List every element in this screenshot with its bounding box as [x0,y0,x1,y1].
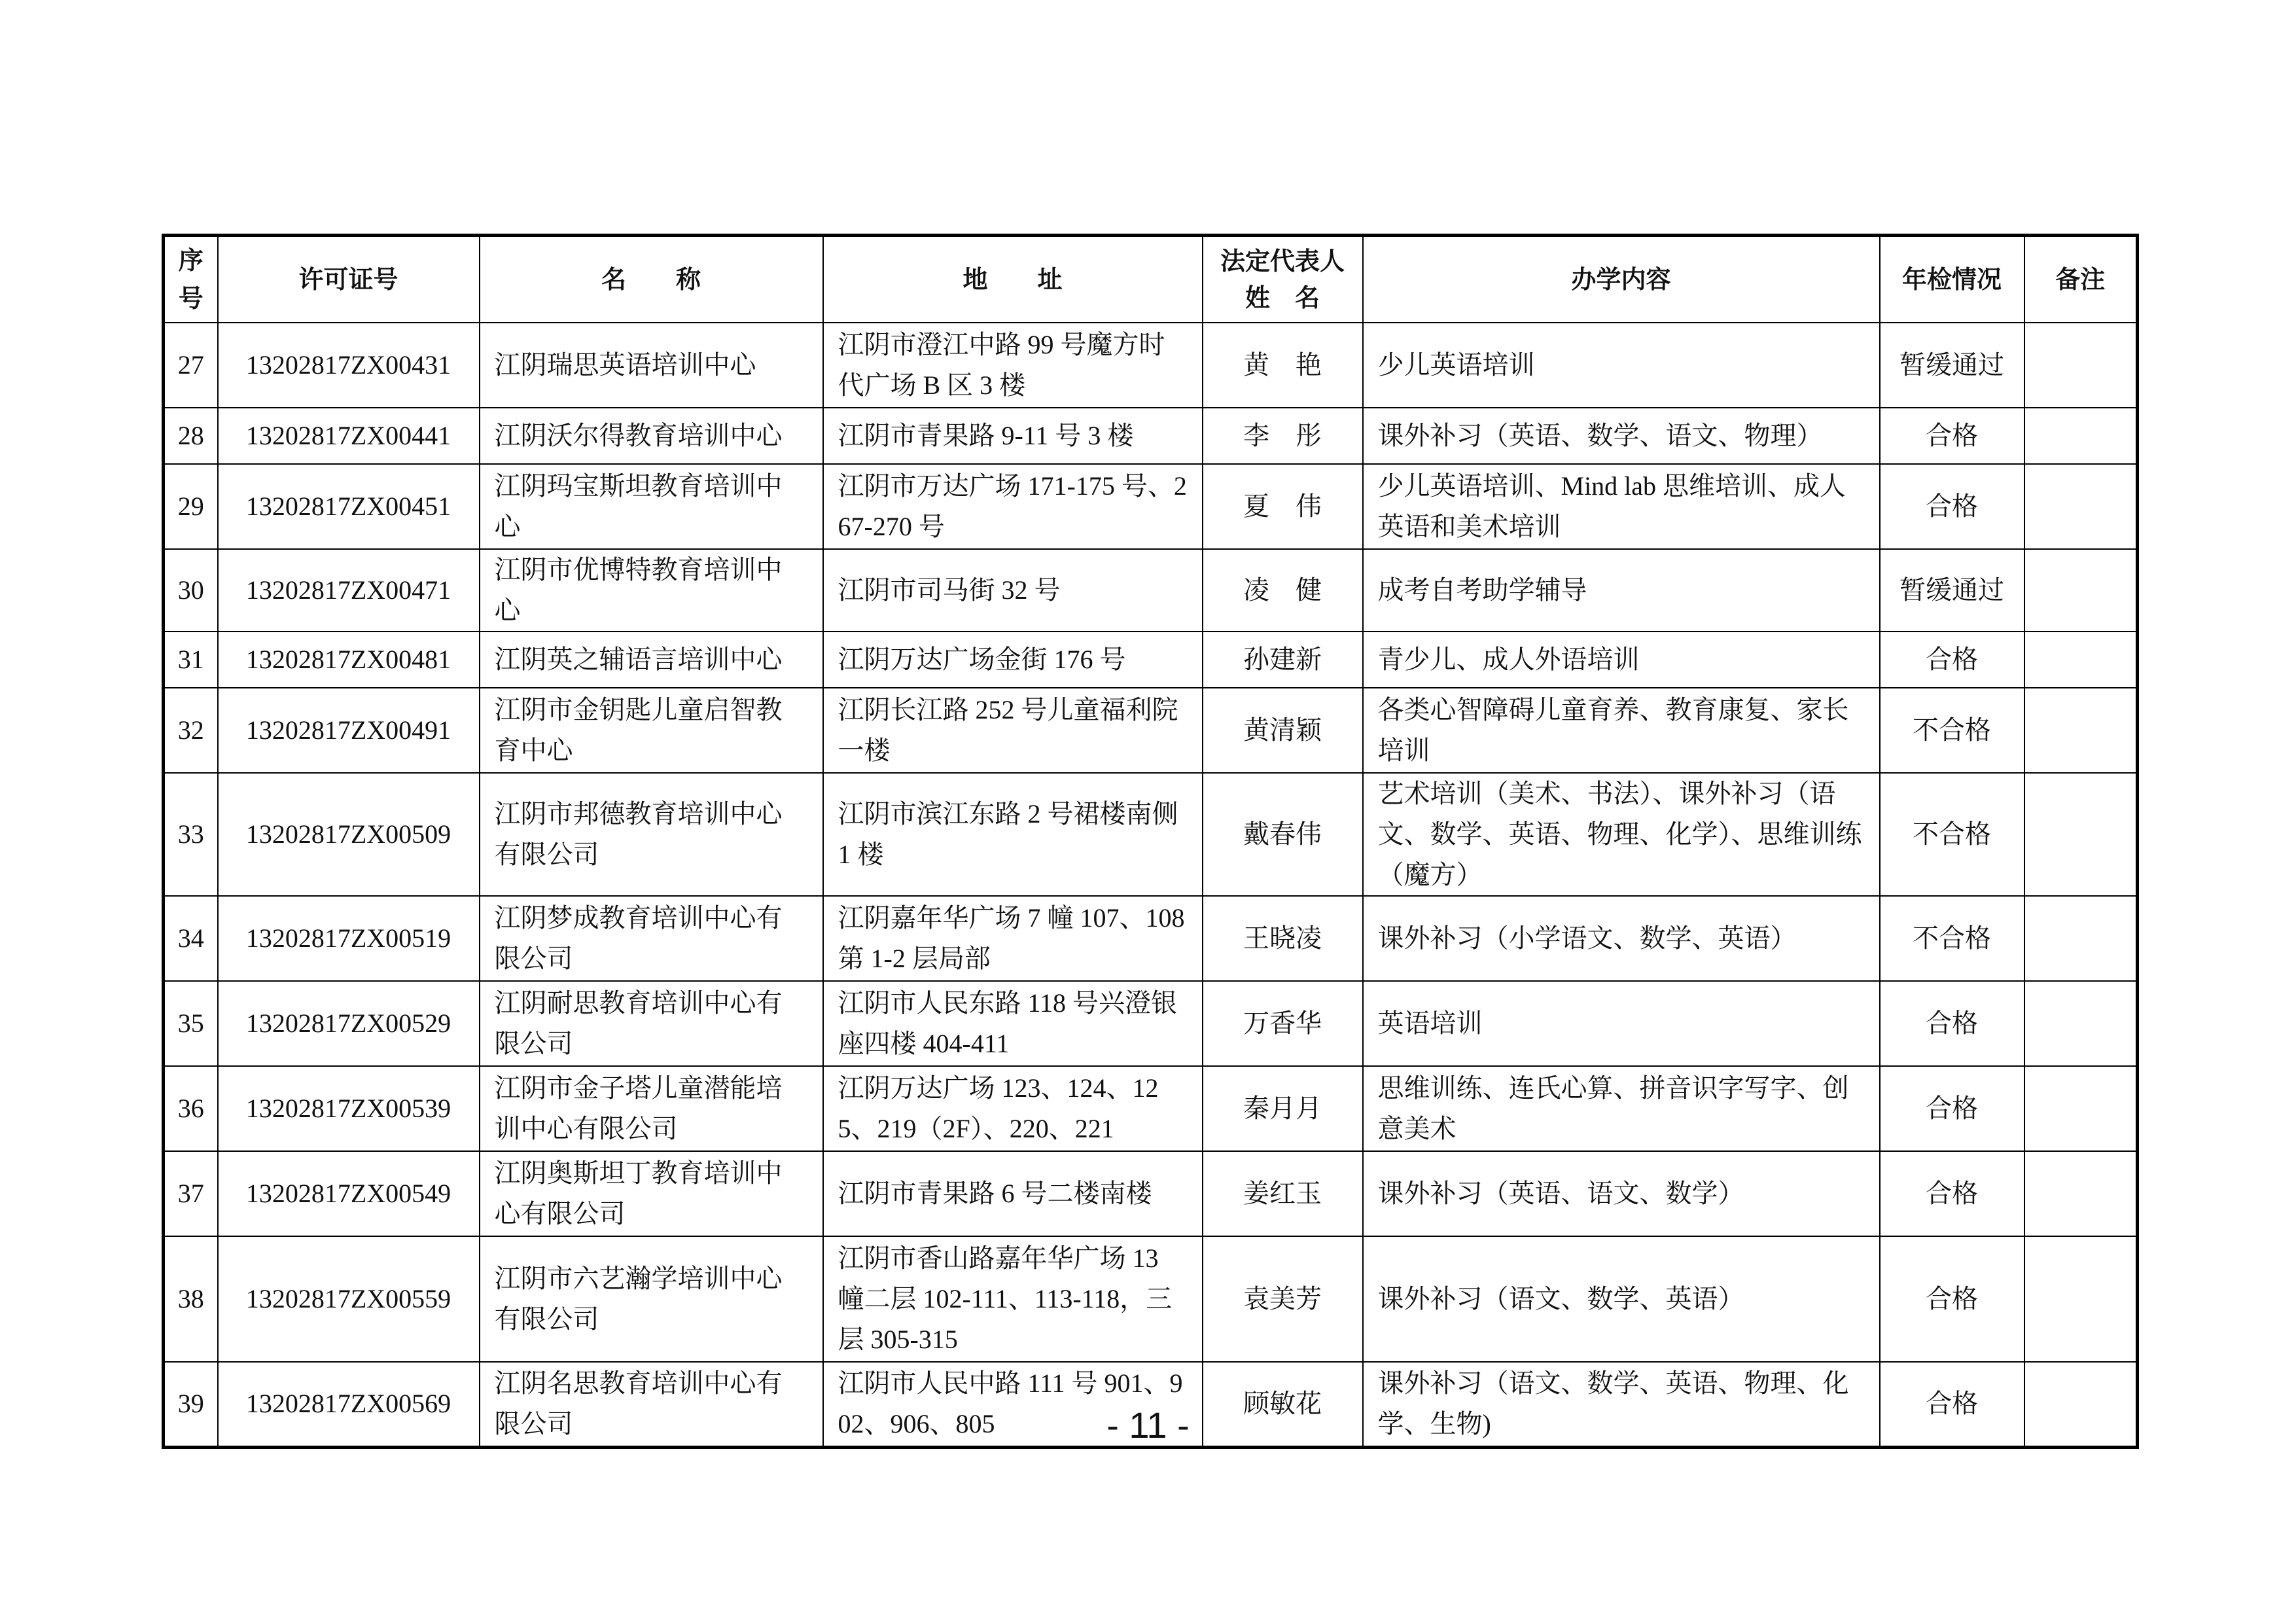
header-license: 许可证号 [218,236,480,323]
cell-seq: 30 [164,549,218,632]
cell-content: 英语培训 [1363,981,1880,1066]
cell-address: 江阴嘉年华广场 7 幢 107、108 第 1-2 层局部 [823,896,1203,981]
table-row [164,549,2138,632]
cell-content: 各类心智障碍儿童育养、教育康复、家长培训 [1363,688,1880,773]
cell-status: 暂缓通过 [1880,323,2024,408]
cell-status: 合格 [1880,632,2024,688]
cell-address: 江阴市青果路 6 号二楼南楼 [823,1151,1203,1236]
cell-name: 江阴梦成教育培训中心有限公司 [480,896,823,981]
table-row [164,896,2138,981]
cell-license: 13202817ZX00529 [218,981,480,1066]
cell-content: 艺术培训（美术、书法）、课外补习（语文、数学、英语、物理、化学）、思维训练（魔方） [1363,773,1880,896]
cell-status: 合格 [1880,1362,2024,1447]
cell-representative: 万香华 [1203,981,1363,1066]
cell-license: 13202817ZX00431 [218,323,480,408]
cell-status: 合格 [1880,464,2024,549]
cell-status: 合格 [1880,1066,2024,1151]
cell-remark [2024,1066,2138,1151]
cell-name: 江阴名思教育培训中心有限公司 [480,1362,823,1447]
cell-license: 13202817ZX00549 [218,1151,480,1236]
cell-remark [2024,632,2138,688]
cell-representative: 秦月月 [1203,1066,1363,1151]
cell-status: 不合格 [1880,773,2024,896]
school-license-table [162,234,2139,1449]
cell-license: 13202817ZX00491 [218,688,480,773]
cell-seq: 33 [164,773,218,896]
cell-name: 江阴市六艺瀚学培训中心有限公司 [480,1236,823,1362]
cell-seq: 31 [164,632,218,688]
cell-address: 江阴市万达广场 171-175 号、267-270 号 [823,464,1203,549]
cell-address: 江阴万达广场 123、124、125、219（2F）、220、221 [823,1066,1203,1151]
cell-remark [2024,688,2138,773]
cell-address: 江阴长江路 252 号儿童福利院一楼 [823,688,1203,773]
cell-address: 江阴市人民中路 111 号 901、902、906、805 [823,1362,1203,1447]
cell-license: 13202817ZX00539 [218,1066,480,1151]
cell-license: 13202817ZX00519 [218,896,480,981]
cell-representative: 顾敏花 [1203,1362,1363,1447]
cell-content: 思维训练、连氏心算、拼音识字写字、创意美术 [1363,1066,1880,1151]
header-seq [164,236,218,323]
cell-content: 课外补习（英语、语文、数学） [1363,1151,1880,1236]
table-row [164,981,2138,1066]
cell-content: 课外补习（语文、数学、英语） [1363,1236,1880,1362]
cell-seq: 28 [164,408,218,464]
cell-remark [2024,773,2138,896]
header-address: 地 址 [823,236,1203,323]
cell-representative: 王晓凌 [1203,896,1363,981]
table-row [164,464,2138,549]
cell-name: 江阴市金钥匙儿童启智教育中心 [480,688,823,773]
header-remark: 备注 [2024,236,2138,323]
cell-address: 江阴市澄江中路 99 号魔方时代广场 B 区 3 楼 [823,323,1203,408]
cell-representative: 黄 艳 [1203,323,1363,408]
header-representative-line1: 法定代表人 [1220,247,1345,276]
cell-remark [2024,896,2138,981]
cell-seq: 39 [164,1362,218,1447]
cell-name: 江阴市金子塔儿童潜能培训中心有限公司 [480,1066,823,1151]
cell-address: 江阴市滨江东路 2 号裙楼南侧 1 楼 [823,773,1203,896]
cell-seq: 34 [164,896,218,981]
cell-license: 13202817ZX00471 [218,549,480,632]
table-row [164,1151,2138,1236]
cell-license: 13202817ZX00481 [218,632,480,688]
cell-status: 合格 [1880,981,2024,1066]
cell-seq: 27 [164,323,218,408]
table-row [164,408,2138,464]
cell-remark [2024,1151,2138,1236]
cell-content: 成考自考助学辅导 [1363,549,1880,632]
cell-name: 江阴英之辅语言培训中心 [480,632,823,688]
cell-seq: 29 [164,464,218,549]
table-row [164,323,2138,408]
header-seq-text: 序号 [178,246,203,313]
table-row [164,688,2138,773]
cell-representative: 夏 伟 [1203,464,1363,549]
cell-content: 青少儿、成人外语培训 [1363,632,1880,688]
table-header-row [164,236,2138,323]
header-representative [1203,236,1363,323]
table-row [164,632,2138,688]
cell-representative: 姜红玉 [1203,1151,1363,1236]
cell-address: 江阴市香山路嘉年华广场 13 幢二层 102-111、113-118，三层 305-315 [823,1236,1203,1362]
cell-seq: 38 [164,1236,218,1362]
cell-seq: 37 [164,1151,218,1236]
cell-seq: 32 [164,688,218,773]
cell-license: 13202817ZX00559 [218,1236,480,1362]
table-row [164,1236,2138,1362]
cell-content: 少儿英语培训、Mind lab 思维培训、成人英语和美术培训 [1363,464,1880,549]
cell-license: 13202817ZX00509 [218,773,480,896]
table-row [164,1066,2138,1151]
cell-content: 少儿英语培训 [1363,323,1880,408]
cell-address: 江阴市司马街 32 号 [823,549,1203,632]
cell-name: 江阴奥斯坦丁教育培训中心有限公司 [480,1151,823,1236]
cell-representative: 李 彤 [1203,408,1363,464]
cell-address: 江阴市青果路 9-11 号 3 楼 [823,408,1203,464]
cell-remark [2024,549,2138,632]
header-name: 名 称 [480,236,823,323]
cell-name: 江阴市邦德教育培训中心有限公司 [480,773,823,896]
cell-representative: 袁美芳 [1203,1236,1363,1362]
cell-remark [2024,323,2138,408]
header-representative-line2: 姓 名 [1245,283,1320,312]
table-row [164,773,2138,896]
header-inspection: 年检情况 [1880,236,2024,323]
cell-address: 江阴万达广场金街 176 号 [823,632,1203,688]
cell-name: 江阴市优博特教育培训中心 [480,549,823,632]
cell-representative: 黄清颖 [1203,688,1363,773]
cell-remark [2024,1236,2138,1362]
cell-seq: 36 [164,1066,218,1151]
cell-status: 合格 [1880,1151,2024,1236]
cell-status: 合格 [1880,1236,2024,1362]
header-content: 办学内容 [1363,236,1880,323]
cell-content: 课外补习（英语、数学、语文、物理） [1363,408,1880,464]
cell-remark [2024,408,2138,464]
cell-representative: 凌 健 [1203,549,1363,632]
cell-license: 13202817ZX00441 [218,408,480,464]
cell-representative: 孙建新 [1203,632,1363,688]
cell-status: 不合格 [1880,688,2024,773]
cell-seq: 35 [164,981,218,1066]
cell-remark [2024,464,2138,549]
cell-license: 13202817ZX00451 [218,464,480,549]
cell-status: 不合格 [1880,896,2024,981]
cell-name: 江阴玛宝斯坦教育培训中心 [480,464,823,549]
cell-status: 暂缓通过 [1880,549,2024,632]
cell-name: 江阴耐思教育培训中心有限公司 [480,981,823,1066]
cell-name: 江阴沃尔得教育培训中心 [480,408,823,464]
cell-content: 课外补习（语文、数学、英语、物理、化学、生物) [1363,1362,1880,1447]
cell-name: 江阴瑞思英语培训中心 [480,323,823,408]
cell-content: 课外补习（小学语文、数学、英语） [1363,896,1880,981]
cell-status: 合格 [1880,408,2024,464]
page-number: - 11 - [1106,1404,1190,1446]
cell-remark [2024,981,2138,1066]
cell-address: 江阴市人民东路 118 号兴澄银座四楼 404-411 [823,981,1203,1066]
cell-representative: 戴春伟 [1203,773,1363,896]
cell-license: 13202817ZX00569 [218,1362,480,1447]
